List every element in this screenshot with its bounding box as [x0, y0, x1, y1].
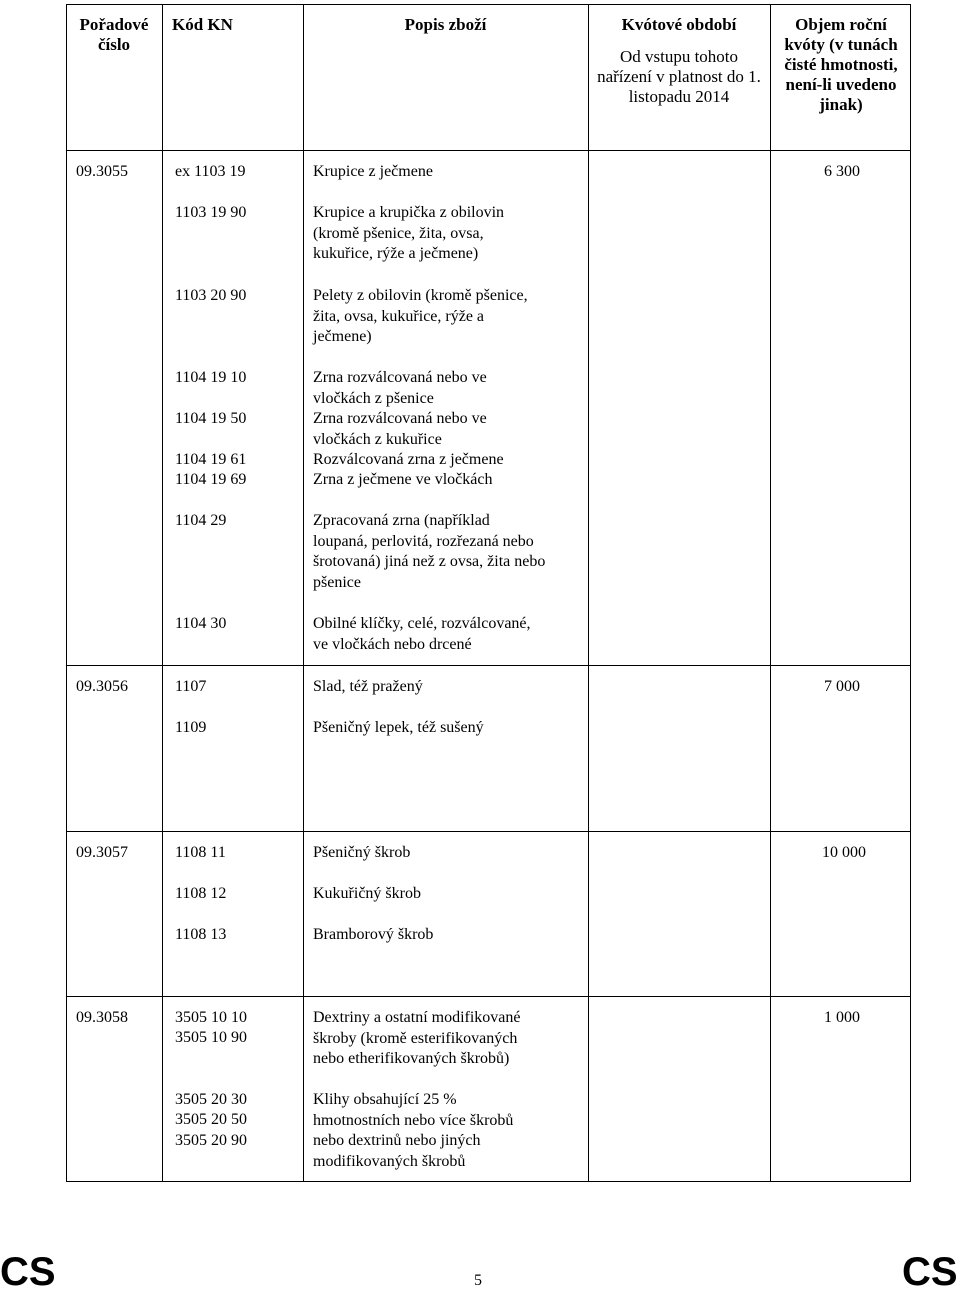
cn-code: 1104 19 50 [175, 410, 247, 427]
order-number: 09.3057 [76, 844, 128, 861]
cn-code: 1107 [175, 678, 207, 695]
cn-code: 1108 13 [175, 926, 227, 943]
cn-code: 1109 [175, 719, 207, 736]
goods-description: Krupice a krupička z obilovin (kromě pšenice, žita, ovsa, kukuřice, rýže a ječmene) [313, 204, 505, 262]
row-divider [66, 996, 911, 997]
column-divider [162, 4, 163, 1182]
annual-volume: 1 000 [824, 1009, 860, 1026]
goods-description: Krupice z ječmene [313, 163, 433, 180]
order-number: 09.3056 [76, 678, 128, 695]
goods-description: Zrna z ječmene ve vločkách [313, 471, 493, 488]
cn-code: 1103 19 90 [175, 204, 247, 221]
cn-code: 1108 12 [175, 885, 227, 902]
column-divider [770, 4, 771, 1182]
goods-description: Obilné klíčky, celé, rozválcované, ve vločkách nebo drcené [313, 615, 531, 653]
cn-code: 1104 29 [175, 512, 227, 529]
goods-description: Slad, též pražený [313, 678, 423, 695]
cn-code: 1104 19 10 [175, 369, 247, 386]
row-divider [66, 831, 911, 832]
header-cn-code: Kód KN [172, 15, 233, 34]
goods-description: Pelety z obilovin (kromě pšenice, žita, ovsa, kukuřice, rýže a ječmene) [313, 287, 528, 345]
cn-code: 1108 11 [175, 844, 226, 861]
header-order-number: Pořadové číslo [79, 15, 149, 54]
goods-description: Pšeničný lepek, též sušený [313, 719, 484, 736]
header-quota-period: Kvótové období [621, 15, 737, 34]
goods-description: Klihy obsahující 25 % hmotnostních nebo více škrobů nebo dextrinů nebo jiných modifikovaných škrobů [313, 1091, 514, 1170]
goods-description: Kukuřičný škrob [313, 885, 421, 902]
annual-volume: 10 000 [822, 844, 866, 861]
goods-description: Zpracovaná zrna (například loupaná, perlovitá, rozřezaná nebo šrotovaná) jiná než z ovsa, žita nebo pšenice [313, 512, 546, 591]
cn-code: 3505 20 30 [175, 1091, 247, 1108]
cn-code: 3505 20 90 [175, 1132, 247, 1149]
cn-code: ex 1103 19 [175, 163, 246, 180]
cn-code: 1104 19 61 [175, 451, 247, 468]
language-mark-right: CS [902, 1250, 958, 1294]
annual-volume: 7 000 [824, 678, 860, 695]
column-divider [588, 4, 589, 1182]
goods-description: Dextriny a ostatní modifikované škroby (kromě esterifikovaných nebo etherifikovaných škrobů) [313, 1009, 521, 1067]
goods-description: Pšeničný škrob [313, 844, 411, 861]
cn-code: 1103 20 90 [175, 287, 247, 304]
cn-code: 3505 10 90 [175, 1029, 247, 1046]
goods-description: Zrna rozválcovaná nebo ve vločkách z kukuřice [313, 410, 487, 448]
header-annual-volume: Objem roční kvóty (v tunách čisté hmotnosti, není-li uvedeno jinak) [784, 15, 898, 114]
cn-code: 3505 20 50 [175, 1111, 247, 1128]
header-description: Popis zboží [404, 15, 487, 34]
cn-code: 1104 30 [175, 615, 227, 632]
cn-code: 3505 10 10 [175, 1009, 247, 1026]
annual-volume: 6 300 [824, 163, 860, 180]
goods-description: Rozválcovaná zrna z ječmene [313, 451, 504, 468]
goods-description: Zrna rozválcovaná nebo ve vločkách z pšenice [313, 369, 487, 407]
row-divider [66, 150, 911, 151]
header-quota-period-detail: Od vstupu tohoto nařízení v platnost do 1. listopadu 2014 [597, 47, 761, 106]
cn-code: 1104 19 69 [175, 471, 247, 488]
language-mark-left: CS [0, 1250, 56, 1294]
row-divider [66, 665, 911, 666]
order-number: 09.3055 [76, 163, 128, 180]
column-divider [303, 4, 304, 1182]
page-number: 5 [474, 1272, 482, 1289]
order-number: 09.3058 [76, 1009, 128, 1026]
goods-description: Bramborový škrob [313, 926, 434, 943]
